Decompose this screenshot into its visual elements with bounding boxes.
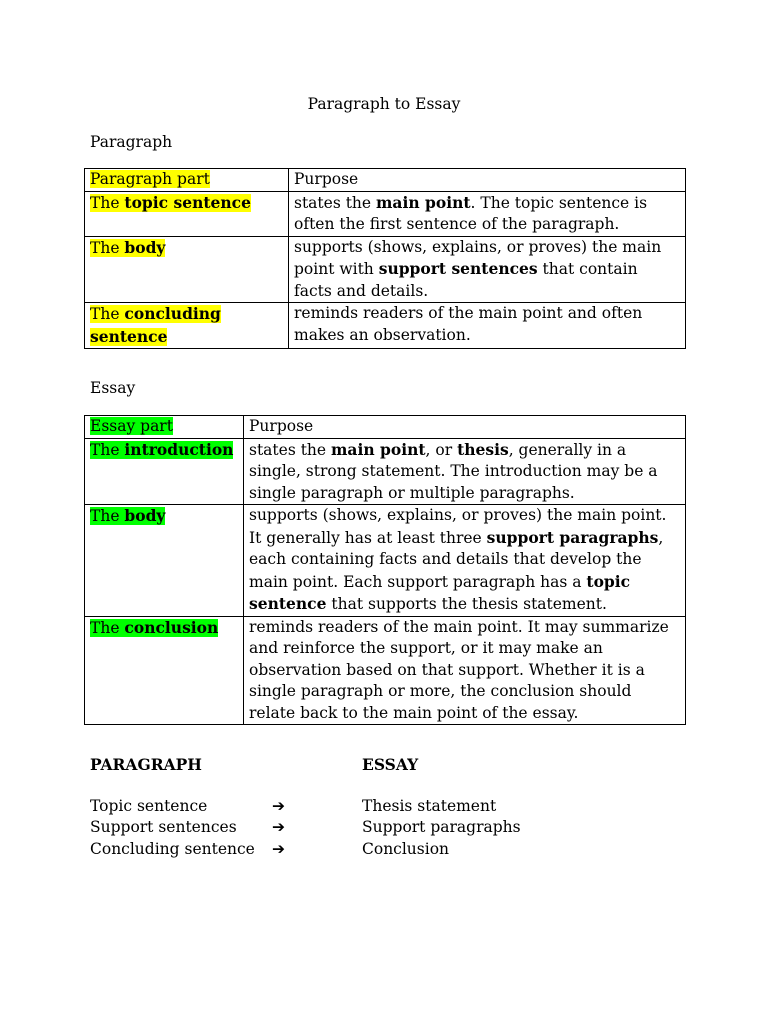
purpose-key-term: support paragraphs: [486, 527, 659, 547]
right-arrow-icon: ➔: [272, 797, 285, 815]
part-name: topic sentence: [124, 192, 251, 212]
paragraph-part-cell: [85, 191, 289, 236]
essay-purpose-cell: [244, 616, 686, 725]
purpose-text: , generally in a single, strong statement. The introduction may be a single paragraph or multiple paragraphs.: [249, 440, 658, 502]
paragraph-section-heading: Paragraph: [90, 133, 173, 151]
purpose-text: , or: [425, 440, 458, 459]
paragraph-purpose-header: Purpose: [294, 170, 359, 188]
summary-row: [90, 839, 690, 861]
summary-essay-item: Thesis statement: [362, 797, 497, 815]
paragraph-part-cell: [85, 303, 289, 349]
purpose-key-term: main point: [376, 192, 471, 212]
summary-essay-item: Support paragraphs: [362, 818, 521, 836]
essay-purpose-cell: [244, 505, 686, 617]
right-arrow-icon: ➔: [272, 818, 285, 836]
summary-essay-heading: ESSAY: [362, 755, 419, 774]
purpose-text: supports (shows, explains, or proves) the main point. It generally has at least three: [249, 506, 667, 547]
document-title: Paragraph to Essay: [307, 95, 461, 113]
purpose-key-term: support sentences: [378, 259, 538, 278]
part-name: introduction: [124, 439, 234, 459]
part-name: body: [124, 237, 166, 257]
part-article: The: [90, 618, 125, 637]
essay-purpose-header: Purpose: [249, 417, 314, 435]
purpose-text: reminds readers of the main point and often makes an observation.: [294, 304, 643, 344]
paragraph-purpose-cell: [289, 303, 686, 349]
paragraph-part-header-cell: [85, 169, 289, 192]
paragraph-part-cell: [85, 236, 289, 303]
purpose-text: . The topic sentence is often the first sentence of the paragraph.: [294, 193, 648, 233]
essay-table-row: [85, 505, 686, 617]
essay-table: [84, 415, 686, 725]
summary-heading-row: [90, 754, 690, 776]
part-article: The: [90, 193, 125, 212]
essay-table-header-row: [85, 416, 686, 439]
essay-purpose-cell: [244, 438, 686, 505]
purpose-text: that contain facts and details.: [294, 260, 638, 300]
part-article: The: [90, 440, 125, 459]
paragraph-table-row: [85, 236, 686, 303]
paragraph-table-row: [85, 191, 686, 236]
essay-part-header-cell: [85, 416, 244, 439]
paragraph-purpose-cell: [289, 236, 686, 303]
part-name: body: [124, 506, 166, 525]
part-article: The: [90, 238, 125, 257]
purpose-text: , each containing facts and details that develop the main point. Each support paragraph has a: [249, 528, 664, 591]
purpose-key-term: main point: [331, 439, 426, 459]
summary-row: [90, 796, 690, 818]
purpose-text: states the: [294, 193, 377, 212]
summary-row: [90, 817, 690, 839]
purpose-text: reminds readers of the main point. It may summarize and reinforce the support, or it may make an observation based on that support. Whether it is a single paragraph or more, the conclusion should relate back to the main point of the essay.: [249, 617, 669, 722]
paragraph-table-row: [85, 303, 686, 349]
right-arrow-icon: ➔: [272, 840, 285, 858]
part-name: conclusion: [124, 617, 219, 637]
paragraph-purpose-cell: [289, 191, 686, 236]
essay-part-cell: [85, 505, 244, 617]
essay-section-heading: Essay: [90, 379, 136, 397]
part-article: The: [90, 507, 125, 525]
paragraph-part-header: Paragraph part: [90, 170, 210, 188]
purpose-text: supports (shows, explains, or proves) the main point with: [294, 237, 662, 278]
essay-part-cell: [85, 616, 244, 725]
purpose-key-term: topic sentence: [249, 571, 631, 613]
summary-paragraph-item: Concluding sentence: [90, 840, 255, 858]
summary-essay-item: Conclusion: [362, 840, 450, 858]
purpose-text: that supports the thesis statement.: [326, 595, 607, 613]
summary-paragraph-item: Support sentences: [90, 818, 237, 836]
part-name: concluding sentence: [90, 304, 221, 346]
essay-table-row: [85, 616, 686, 725]
summary-paragraph-heading: PARAGRAPH: [90, 755, 202, 774]
part-article: The: [90, 305, 125, 323]
paragraph-purpose-header-cell: [289, 169, 686, 192]
essay-table-row: [85, 438, 686, 505]
paragraph-table-header-row: [85, 169, 686, 192]
paragraph-table: [84, 168, 686, 349]
essay-purpose-header-cell: [244, 416, 686, 439]
summary-paragraph-item: Topic sentence: [90, 797, 208, 815]
purpose-key-term: thesis: [457, 439, 509, 459]
purpose-text: states the: [249, 440, 332, 459]
essay-part-cell: [85, 438, 244, 505]
essay-part-header: Essay part: [90, 417, 173, 435]
